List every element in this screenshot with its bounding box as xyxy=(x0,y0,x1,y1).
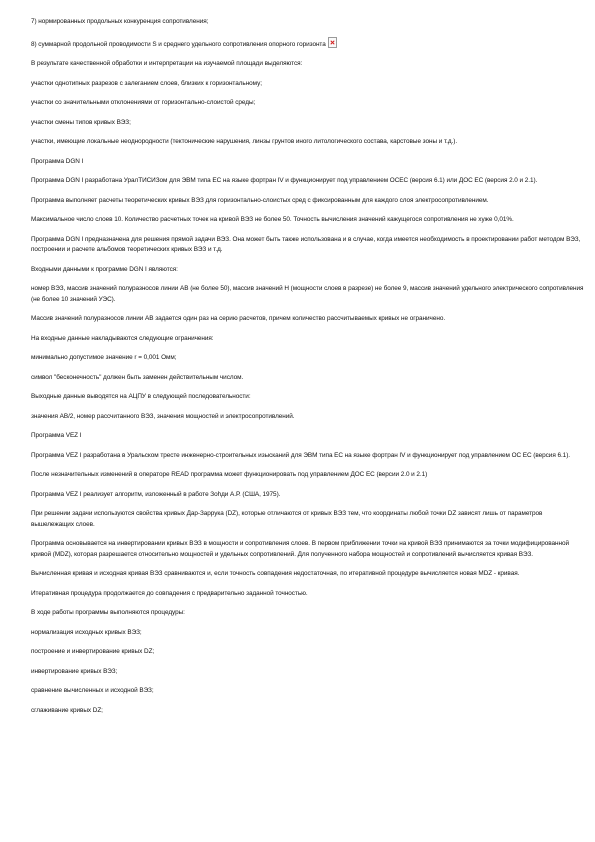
paragraph: сравнение вычисленных и исходной ВЭЗ; xyxy=(31,687,154,694)
paragraph: Программа основывается на инвертировании кривых ВЭЗ в мощности и сопротивления слоев. В первом приближении точки на кривой ВЭЗ принимаются за точки модифицированной кривой (MDZ), которая разрешается относительно мощностей и удельных сопротивлений. Для полученного набора мощностей и сопротивлений вычисляется кривая ВЭЗ. xyxy=(31,540,570,558)
paragraph: значения AB/2, номер рассчитанного ВЭЗ, значения мощностей и электросопротивлений. xyxy=(31,412,295,420)
paragraph: Программа DGN I разработана УралТИСИЗом для ЭВМ типа ЕС на языке фортран IV и функционирует под управлением ОСЕС (версия 6.1) или ДОС ЕС (версия 2.0 и 2.1). xyxy=(31,177,538,184)
paragraph: Вычисленная кривая и исходная кривая ВЭЗ сравниваются и, если точность совпадения недостаточная, по итеративной процедуре вычисляется новая MDZ - кривая. xyxy=(31,570,520,577)
paragraph: Программа выполняет расчеты теоретических кривых ВЭЗ для горизонтально-слоистых сред с фиксированным для каждого слоя электросопротивлением. xyxy=(31,196,489,204)
paragraph: Программа VEZ I реализует алгоритм, изложенный в работе Зоһди А.Р. (США, 1975). xyxy=(31,490,281,498)
paragraph: Итеративная процедура продолжается до совпадения с предварительно заданной точностью. xyxy=(31,589,308,597)
paragraph: сглаживание кривых DZ; xyxy=(31,706,103,714)
broken-image-icon xyxy=(328,37,337,48)
paragraph: нормализация исходных кривых ВЭЗ; xyxy=(31,628,142,636)
paragraph: Входными данными к программе DGN I являются: xyxy=(31,265,178,273)
paragraph: 7) нормированных продольных конкуренция сопротивления; xyxy=(31,18,209,25)
paragraph: Максимальное число слоев 10. Количество расчетных точек на кривой ВЭЗ не более 50. Точность вычисления значений кажущегося сопротивления не хуже 0,01%. xyxy=(31,216,514,223)
paragraph: участки смены типов кривых ВЭЗ; xyxy=(31,118,131,126)
paragraph: номер ВЭЗ, массив значений полуразносов линии АВ (не более 50), массив значений Н (мощности слоев в разрезе) не более 9, массив значений удельного электрического сопротивления (не более 10 значений УЭС). xyxy=(31,285,584,303)
paragraph: Программа VEZ I разработана в Уральском тресте инженерно-строительных изысканий для ЭВМ типа ЕС на языке фортран IV и функционирует под управлением ОС ЕС (версия 6.1). xyxy=(31,451,570,459)
paragraph: символ "бесконечность" должен быть заменен действительным числом. xyxy=(31,373,244,381)
paragraph: В ходе работы программы выполняются процедуры: xyxy=(31,609,185,616)
paragraph: Выходные данные выводятся на АЦПУ в следующей последовательности: xyxy=(31,393,251,400)
paragraph: минимально допустимое значение r = 0,001 Омм; xyxy=(31,354,177,361)
paragraph: Программа DGN I предназначена для решения прямой задачи ВЭЗ. Она может быть также использована и в случае, когда имеется необходимость в проектировании работ методом ВЭЗ, построении и расчете альбомов теоретических кривых ВЭЗ и т.д. xyxy=(31,235,581,253)
section-heading: Программа DGN I xyxy=(31,157,84,165)
paragraph: На входные данные накладываются следующие ограничения: xyxy=(31,334,214,342)
paragraph: При решении задачи используются свойства кривых Дар-Заррука (DZ), которые отличаются от кривых ВЭЗ тем, что координаты любой точки DZ зависят лишь от параметров вышележащих слоев. xyxy=(31,510,543,528)
paragraph xyxy=(31,37,585,51)
paragraph-text: 8) суммарной продольной проводимости S и среднего удельного сопротивления опорного горизонта xyxy=(31,40,326,48)
paragraph: После незначительных изменений в операторе READ программа может функционировать под управлением ДОС ЕС (версии 2.0 и 2.1) xyxy=(31,471,428,478)
paragraph: участки однотипных разрезов с залеганием слоев, близких к горизонтальному; xyxy=(31,79,262,87)
paragraph: Массив значений полуразносов линии АВ задается один раз на серию расчетов, причем количество рассчитываемых кривых не ограничено. xyxy=(31,315,446,322)
paragraph: инвертирование кривых ВЭЗ; xyxy=(31,667,118,675)
paragraph: участки со значительными отклонениями от горизонтально-слоистой среды; xyxy=(31,99,256,106)
paragraph: участки, имеющие локальные неоднородности (тектонические нарушения, линзы грунтов иного литологического состава, карстовые зоны и т.д.). xyxy=(31,138,458,145)
paragraph: В результате качественной обработки и интерпретации на изучаемой площади выделяются: xyxy=(31,60,303,67)
section-heading: Программа VEZ I xyxy=(31,432,82,439)
paragraph: построение и инвертирование кривых DZ; xyxy=(31,648,155,655)
